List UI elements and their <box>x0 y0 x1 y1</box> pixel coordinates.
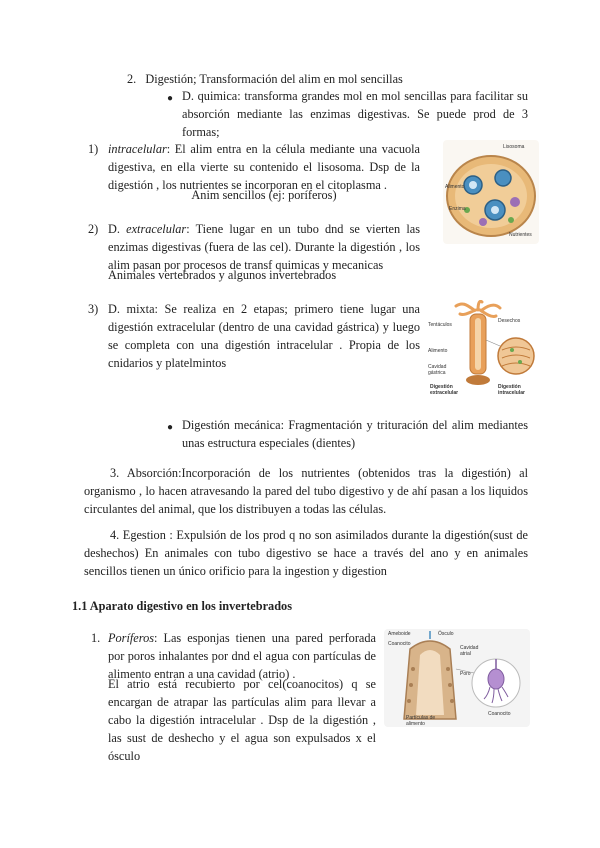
hydra-label-extracellular: Digestión extracelular <box>430 384 459 396</box>
bullet-dot: ● <box>167 422 174 433</box>
hydra-label-waste: Desechos <box>498 318 521 324</box>
figure-mixed-digestion <box>426 300 538 400</box>
cell-label-food: Alimento <box>445 184 465 190</box>
item-3-number: 3) <box>88 302 99 316</box>
figure-intracellular-cell <box>443 140 539 244</box>
cell-label-enzyme: Enzima <box>449 206 466 212</box>
section-2-number: 2. <box>127 72 137 86</box>
sponge-label-choanocyte-detail: Coanocito <box>488 711 511 717</box>
item-2-extra: Animales vertebrados y algunos invertebrados <box>108 268 337 282</box>
sponge-label-pore: Poro <box>460 671 471 677</box>
hydra-label-tentacles: Tentáculos <box>428 322 452 328</box>
section-2-title: Digestión; Transformación del alim en mol sencillas <box>145 72 403 86</box>
section-3-absorcion: 3. Absorción:Incorporación de los nutrientes (obtenidos tras la digestión) al organismo , lo hacen atravesando la pared del tubo digestivo y de ahí pasan a los liquidos circulantes del animal, que los distribuyen a todas las células. <box>84 466 528 516</box>
sponge-label-osculum: Ósculo <box>438 631 454 637</box>
hydra-label-intracellular: Digestión intracelular <box>498 384 525 396</box>
sponge-label-atrial-cavity: Cavidad atrial <box>460 645 479 657</box>
porifera-number: 1. <box>91 631 101 645</box>
sponge-label-choanocyte: Coanocito <box>388 641 411 647</box>
porifera-term: Poríferos <box>108 631 154 645</box>
item-3-text: D. mixta: Se realiza en 2 etapas; primero tiene lugar una digestión extracelular (dentro de una cavidad gástrica) y luego se completa con una digestión intracelular . Propia de los cnidarios y platelmintos <box>108 302 420 370</box>
item-2-number: 2) <box>88 222 99 236</box>
cell-label-lysosome: Lisosoma <box>503 144 525 150</box>
item-2-body: : Tiene lugar en un tubo dnd se vierten las enzimas digestivas (fuera de las cel). Durante la digestión , los alim pasan por procesos de transf quimicas y mecanicas <box>108 222 420 272</box>
item-1-number: 1) <box>88 142 99 156</box>
figure-porifera <box>384 629 530 727</box>
item-1-term: intracelular <box>108 142 167 156</box>
cell-label-nutrients: Nutrientes <box>509 232 532 238</box>
sponge-label-food-particles: Partículas de alimento <box>406 715 436 727</box>
item-1-extra: Anim sencillos (ej: poríferos) <box>191 188 337 202</box>
porifera-body: : Las esponjas tienen una pared perforada por poros inhalantes por dnd el agua con partículas de alimento entran a una cavidad (atrio) . <box>108 631 376 681</box>
porifera-text-2: El atrio está recubierto por cel(coanocitos) q se encargan de atrapar las partículas alim para llevar a cabo la digestión intracelular . Dsp de la digestión , las sust de deshecho y el agua son expulsados x el ósculo <box>108 677 376 763</box>
item-1-body: : El alim entra en la célula mediante una vacuola digestiva, en ella vierte su contenido el lisosoma. Dsp de la digestión , los nutrientes se incorporan en el citoplasma . <box>108 142 420 192</box>
item-2-term: extracelular <box>126 222 187 236</box>
bullet-dot: ● <box>167 93 174 104</box>
hydra-label-gastric-cavity: Cavidad gástrica <box>428 364 447 376</box>
section-heading-1-1: 1.1 Aparato digestivo en los invertebrados <box>72 599 292 613</box>
section-2-title-line <box>127 70 547 88</box>
sponge-label-ameboid: Ameboide <box>388 631 411 637</box>
bullet-quimica: D. quimica: transforma grandes mol en mol sencillas para facilitar su absorción mediante las enzimas digestivas. Se puede prod de 3 formas; <box>182 89 528 139</box>
item-2-text: D. extracelular: Tiene lugar en un tubo dnd se vierten las enzimas digestivas (fuera de las cel). Durante la digestión , los alim pasan por procesos de transf quimicas y mecanicas <box>108 222 420 272</box>
bullet-mecanica: Digestión mecánica: Fragmentación y trituración del alim mediantes unas estructura especiales (dientes) <box>182 418 528 450</box>
hydra-label-food: Alimento <box>428 348 448 354</box>
section-4-egestion: 4. Egestion : Expulsión de los prod q no son asimilados durante la digestión(sust de deshechos) En animales con tubo digestivo se hace a través del ano y en animales sencillos tienen un único orificio para la ingestion y digestion <box>84 528 528 578</box>
